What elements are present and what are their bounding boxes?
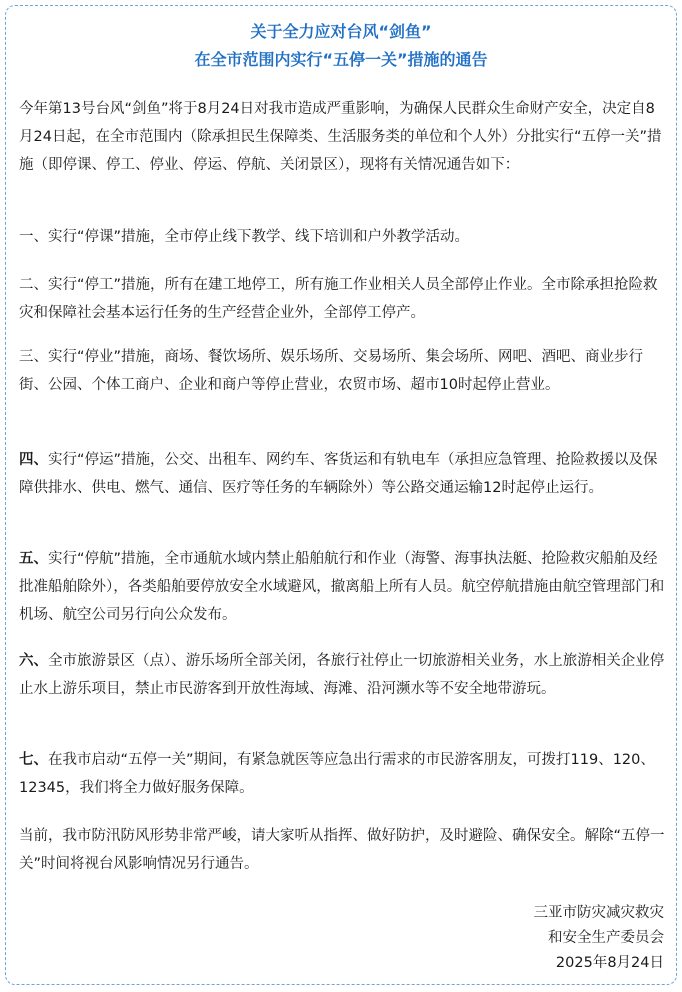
- item-6-paragraph: [19, 647, 667, 703]
- signature-org-line2: 和安全生产委员会: [548, 930, 664, 946]
- item-2-text: 实行“停工”措施，所有在建工地停工，所有施工作业相关人员全部停止作业。全市除承担抢险救灾和保障社会基本运行任务的生产经营企业外，全部停工停产。: [19, 277, 658, 321]
- item-4-paragraph: [19, 446, 667, 502]
- item-5-text: 实行“停航”措施，全市通航水域内禁止船舶航行和作业（海警、海事执法艇、抢险救灾船舶及经批准船舶除外），各类船舶要停放安全水域避风，撤离船上所有人员。航空停航措施由航空管理部门和机场、航空公司另行向公众发布。: [19, 551, 665, 623]
- item-7-number: 七、: [19, 752, 48, 768]
- item-5-paragraph: [19, 545, 667, 629]
- notice-title-line1: 关于全力应对台风“剑鱼”: [250, 22, 432, 41]
- item-1-number: 一、: [19, 229, 48, 245]
- item-1-paragraph: [19, 223, 667, 251]
- signature-date: 2025年8月24日: [555, 955, 664, 971]
- item-6-text: 全市旅游景区（点）、游乐场所全部关闭，各旅行社停止一切旅游相关业务，水上旅游相关企业停止水上游乐项目，禁止市民游客到开放性海域、海滩、沿河濒水等不安全地带游玩。: [19, 653, 665, 697]
- item-7-paragraph: [19, 746, 667, 802]
- closing-paragraph: 当前，我市防汛防风形势非常严峻，请大家听从指挥、做好防护，及时避险、确保安全。解除“五停一关”时间将视台风影响情况另行通告。: [19, 828, 665, 872]
- item-6-number: 六、: [19, 653, 48, 669]
- item-7-text: 在我市启动“五停一关”期间，有紧急就医等应急出行需求的市民游客朋友，可拨打119、120、12345，我们将全力做好服务保障。: [19, 752, 655, 796]
- intro-paragraph: 今年第13号台风“剑鱼”将于8月24日对我市造成严重影响，为确保人民群众生命财产安全，决定自8月24日起，在全市范围内（除承担民生保障类、生活服务类的单位和个人外）分批实行“五停一关”措施（即停课、停工、停业、停运、停航、关闭景区），现将有关情况通告如下：: [19, 101, 662, 173]
- item-3-number: 三、: [19, 349, 48, 365]
- item-3-text: 实行“停业”措施，商场、餐饮场所、娱乐场所、交易场所、集会场所、网吧、酒吧、商业步行街、公园、个体工商户、企业和商户等停止营业，农贸市场、超市10时起停止营业。: [19, 349, 644, 393]
- item-1-text: 实行“停课”措施，全市停止线下教学、线下培训和户外教学活动。: [48, 229, 470, 245]
- item-2-number: 二、: [19, 277, 48, 293]
- item-2-paragraph: [19, 271, 667, 327]
- notice-title-line2: 在全市范围内实行“五停一关”措施的通告: [194, 50, 488, 69]
- item-3-paragraph: [19, 343, 667, 399]
- item-5-number: 五、: [19, 551, 48, 567]
- signature-org-line1: 三亚市防灾减灾救灾: [533, 905, 664, 921]
- item-4-number: 四、: [19, 452, 48, 468]
- item-4-text: 实行“停运”措施，公交、出租车、网约车、客货运和有轨电车（承担应急管理、抢险救援以及保障供排水、供电、燃气、通信、医疗等任务的车辆除外）等公路交通运输12时起停止运行。: [19, 452, 658, 496]
